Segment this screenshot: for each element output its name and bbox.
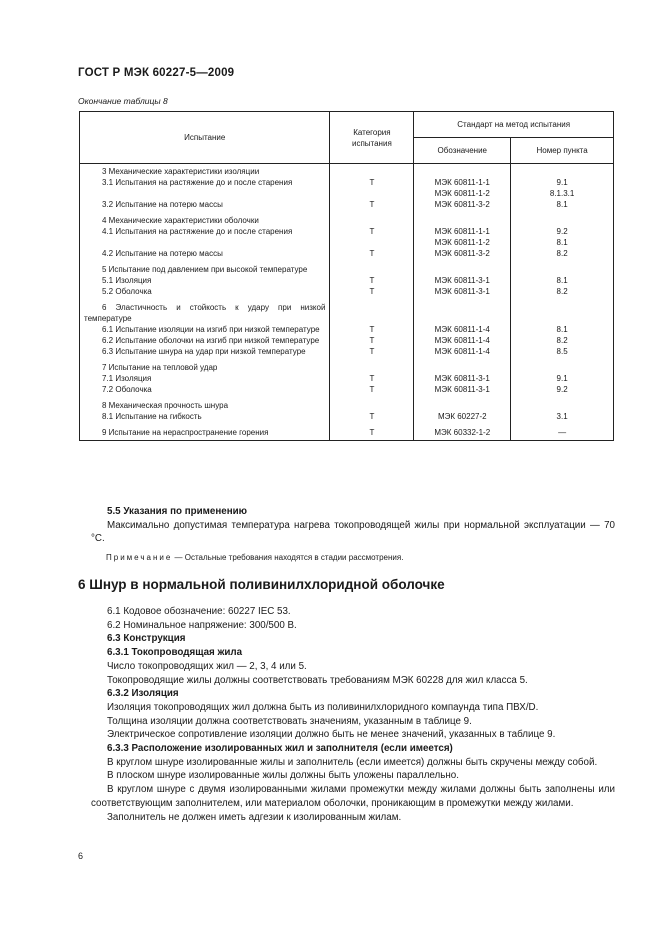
- section-5-5-title: 5.5 Указания по применению: [107, 506, 248, 517]
- note-label: Примечание: [106, 553, 173, 562]
- table-caption: Окончание таблицы 8: [78, 96, 168, 106]
- para-6-3-1-b: Токопроводящие жилы должны соответствовать требованиям МЭК 60228 для жил класса 5.: [107, 674, 528, 686]
- table-row: 4 Механические характеристики оболочки: [80, 215, 614, 226]
- page-number: 6: [78, 851, 84, 861]
- heading-6-3-1: 6.3.1 Токопроводящая жила: [107, 647, 243, 659]
- para-6-3-3-a: В круглом шнуре изолированные жилы и заполнитель (если имеется) должны быть скручены между собой.: [107, 756, 598, 768]
- col-header-clause: Номер пункта: [511, 138, 614, 164]
- table-row: 8.1 Испытание на гибкость Т МЭК 60227-2 3.1: [80, 411, 614, 422]
- table-row: 7.1 Изоляция Т МЭК 60811-3-1 9.1: [80, 373, 614, 384]
- table-row: 9 Испытание на нераспространение горения Т МЭК 60332-1-2 —: [80, 427, 614, 441]
- table-row: 3.1 Испытания на растяжение до и после старения Т МЭК 60811-1-1 МЭК 60811-1-2 9.1 8.1.3.1: [80, 177, 614, 199]
- table-row: 4.1 Испытания на растяжение до и после старения Т МЭК 60811-1-1 МЭК 60811-1-2 9.2 8.1: [80, 226, 614, 248]
- col-header-designation: Обозначение: [414, 138, 511, 164]
- heading-6-3-2: 6.3.2 Изоляция: [107, 688, 179, 700]
- table-row: 5 Испытание под давлением при высокой температуре: [80, 264, 614, 275]
- para-6-3-3-d: Заполнитель не должен иметь адгезии к изолированным жилам.: [107, 811, 402, 823]
- para-6-3-2-b: Толщина изоляции должна соответствовать значениям, указанным в таблице 9.: [107, 715, 472, 727]
- table-row: 6.2 Испытание оболочки на изгиб при низкой температуре Т МЭК 60811-1-4 8.2: [80, 335, 614, 346]
- table-row: 5.1 Изоляция Т МЭК 60811-3-1 8.1: [80, 275, 614, 286]
- table-row: 4.2 Испытание на потерю массы Т МЭК 60811-3-2 8.2: [80, 248, 614, 259]
- para-6-3-3-c: В круглом шнуре с двумя изолированными жилами промежутки между жилами должны быть заполнены или соответствующим заполнителем, или материалом оболочки, проникающим в промежутки между жилами.: [91, 784, 615, 809]
- table-row: 8 Механическая прочность шнура: [80, 400, 614, 411]
- table-row: 6.3 Испытание шнура на удар при низкой температуре Т МЭК 60811-1-4 8.5: [80, 346, 614, 357]
- table-row: 3.2 Испытание на потерю массы Т МЭК 60811-3-2 8.1: [80, 199, 614, 210]
- col-header-standard: Стандарт на метод испытания: [414, 112, 614, 138]
- section-6-body: [91, 605, 615, 824]
- document-header: ГОСТ Р МЭК 60227-5—2009: [78, 67, 235, 79]
- section-5-5-text: Максимально допустимая температура нагрева токопроводящей жилы при нормальной эксплуатации — 70 °С.: [91, 519, 615, 545]
- para-6-3-2-c: Электрическое сопротивление изоляции должно быть не менее значений, указанных в таблице 9.: [107, 729, 556, 741]
- table-row: 3 Механические характеристики изоляции: [80, 164, 614, 178]
- para-6-1: 6.1 Кодовое обозначение: 60227 IEC 53.: [107, 606, 291, 617]
- test-table: [79, 111, 614, 441]
- para-6-2: 6.2 Номинальное напряжение: 300/500 В.: [107, 619, 297, 631]
- section-6-title: 6 Шнур в нормальной поливинилхлоридной оболочке: [78, 577, 445, 592]
- table-row: 6 Эластичность и стойкость к удару при низкой температуре: [80, 302, 614, 324]
- table-row: 6.1 Испытание изоляции на изгиб при низкой температуре Т МЭК 60811-1-4 8.1: [80, 324, 614, 335]
- section-5-5: [91, 505, 615, 546]
- table-row: 7.2 Оболочка Т МЭК 60811-3-1 9.2: [80, 384, 614, 395]
- table-row: 5.2 Оболочка Т МЭК 60811-3-1 8.2: [80, 286, 614, 297]
- table-row: 7 Испытание на тепловой удар: [80, 362, 614, 373]
- note-text: — Остальные требования находятся в стадии рассмотрения.: [172, 553, 404, 562]
- para-6-3-3-b: В плоском шнуре изолированные жилы должны быть уложены параллельно.: [107, 770, 459, 782]
- note: [106, 553, 403, 562]
- col-header-test: Испытание: [80, 112, 330, 164]
- para-6-3-2-a: Изоляция токопроводящих жил должна быть из поливинилхлоридного компаунда типа ПВХ/D.: [107, 701, 539, 713]
- heading-6-3-3: 6.3.3 Расположение изолированных жил и заполнителя (если имеется): [107, 743, 453, 755]
- para-6-3-1-a: Число токопроводящих жил — 2, 3, 4 или 5.: [107, 660, 307, 672]
- col-header-category: Категория испытания: [330, 112, 414, 164]
- heading-6-3: 6.3 Конструкция: [107, 633, 186, 645]
